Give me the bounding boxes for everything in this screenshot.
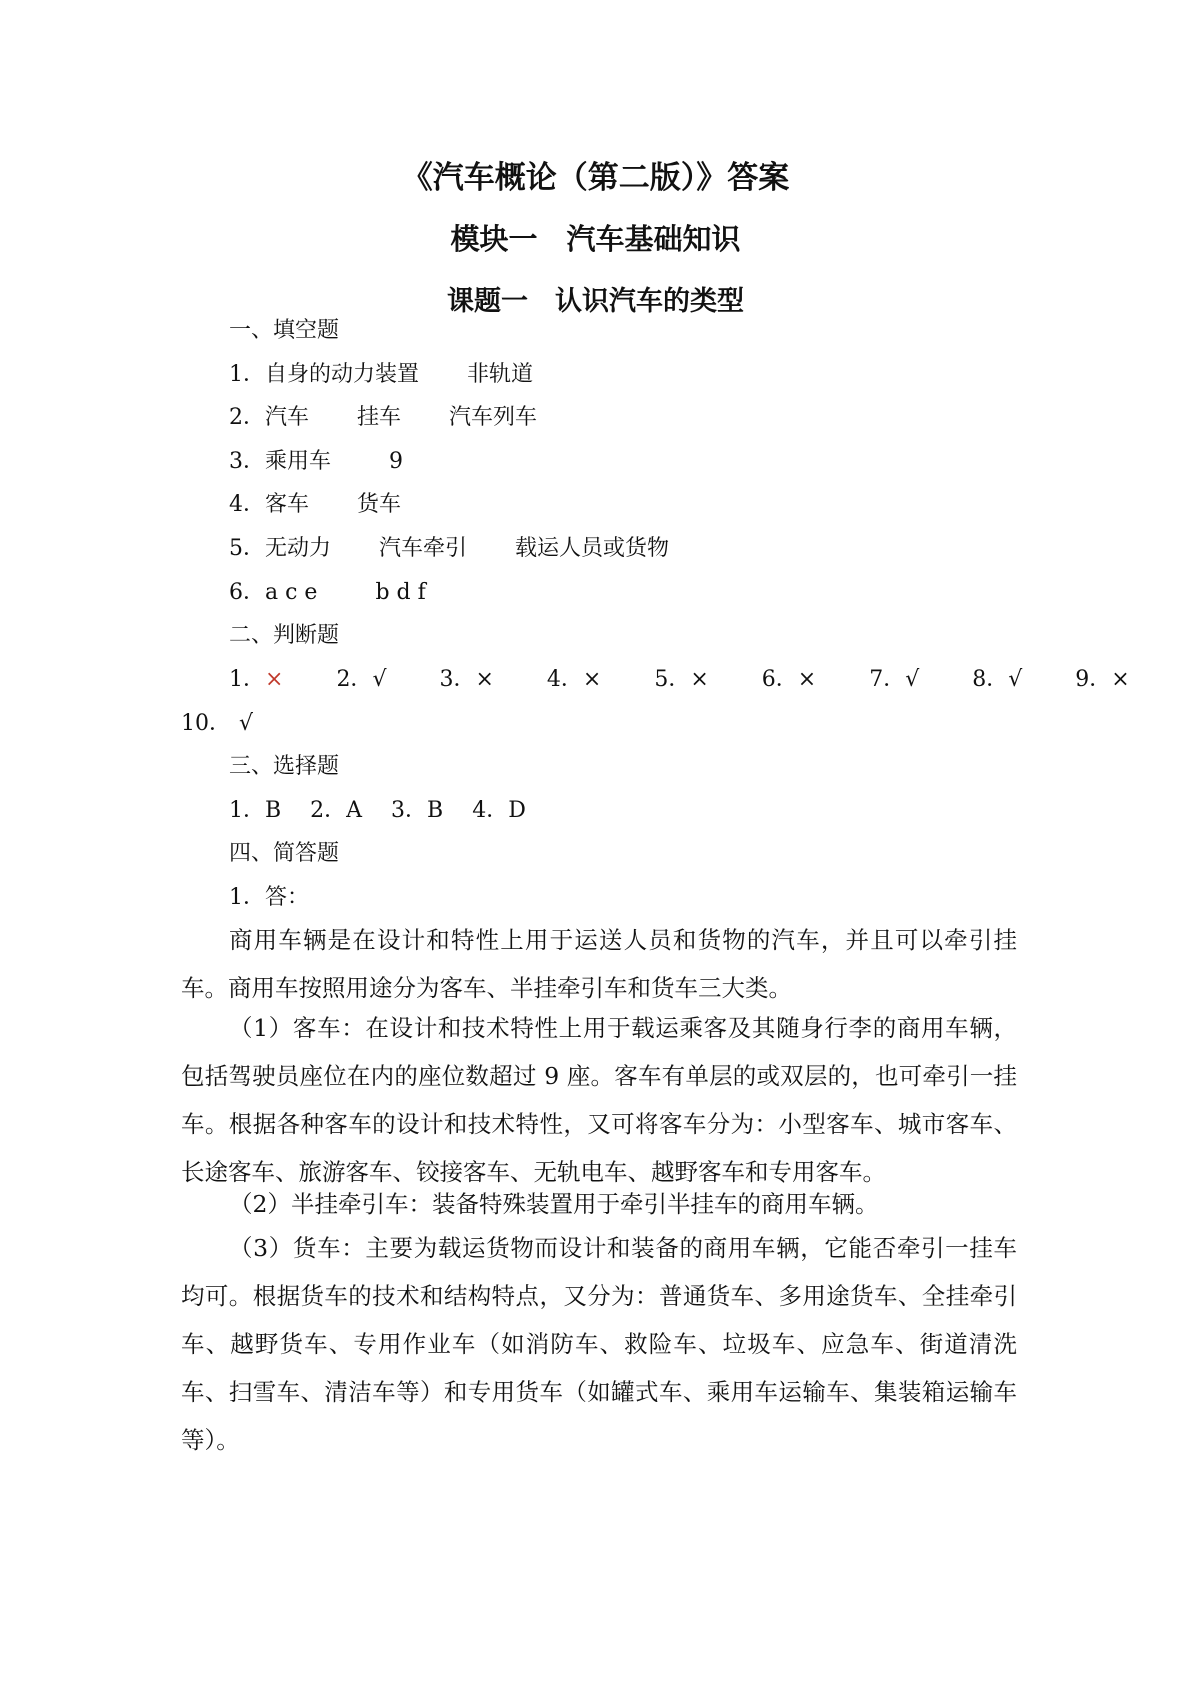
fill-blank-q1: 1．自身的动力装置 非轨道 [229, 362, 534, 387]
wrong-mark-icon: × [475, 667, 494, 692]
short-answer-q1-label: 1．答： [229, 885, 309, 910]
fill-blank-q5: 5．无动力 汽车牵引 载运人员或货物 [229, 536, 670, 561]
section-heading-short-answer: 四、简答题 [229, 841, 340, 866]
wrong-mark-icon: × [797, 667, 817, 692]
true-false-answers-row2: 10． √ [181, 711, 254, 736]
fill-blank-q4: 4．客车 货车 [229, 492, 402, 517]
wrong-mark-icon: × [265, 667, 284, 692]
check-mark-icon: √ [1008, 667, 1023, 692]
answer-paragraph-bus: （1）客车：在设计和技术特性上用于载运乘客及其随身行李的商用车辆，包括驾驶员座位在内的座位数超过 9 座。客车有单层的或双层的，也可牵引一挂车。根据各种客车的设计和技术特性，又可将客车分为：小型客车、城市客车、长途客车、旅游客车、铰接客车、无轨电车、越野客车和专用客车。 [181, 1014, 1017, 1186]
check-mark-icon: √ [239, 711, 254, 736]
answer-paragraph-truck: （3）货车：主要为载运货物而设计和装备的商用车辆，它能否牵引一挂车均可。根据货车的技术和结构特点，又分为：普通货车、多用途货车、全挂牵引车、越野货车、专用作业车（如消防车、救险车、垃圾车、应急车、街道清洗车、扫雪车、清洁车等）和专用货车（如罐式车、乘用车运输车、集装箱运输车等）。 [181, 1234, 1017, 1454]
document-title: 《汽车概论（第二版）》答案 [401, 160, 790, 196]
check-mark-icon: √ [905, 667, 920, 692]
section-heading-fill-blank: 一、填空题 [229, 318, 340, 343]
check-mark-icon: √ [372, 667, 387, 692]
choice-answers: 1．B 2．A 3．B 4．D [229, 798, 526, 823]
section-heading-choice: 三、选择题 [229, 754, 340, 779]
wrong-mark-icon: × [582, 667, 602, 692]
fill-blank-q6: 6．a c e b d f [229, 580, 426, 605]
fill-blank-q3: 3．乘用车 9 [229, 449, 404, 474]
true-false-answers-row1: 1．× 2．√ 3．× 4．× 5．× 6．× 7．√ 8．√ 9．× [229, 667, 1130, 692]
answer-paragraph-commercial-vehicle: 商用车辆是在设计和特性上用于运送人员和货物的汽车，并且可以牵引挂车。商用车按照用途分为客车、半挂牵引车和货车三大类。 [181, 926, 1017, 1002]
fill-blank-q2: 2．汽车 挂车 汽车列车 [229, 405, 538, 430]
answer-paragraph-semi-trailer-tractor: （2）半挂牵引车：装备特殊装置用于牵引半挂车的商用车辆。 [229, 1190, 879, 1218]
wrong-mark-icon: × [1111, 667, 1130, 692]
section-heading-true-false: 二、判断题 [229, 623, 340, 648]
wrong-mark-icon: × [690, 667, 709, 692]
topic-heading: 课题一 认识汽车的类型 [447, 286, 744, 317]
module-heading: 模块一 汽车基础知识 [450, 222, 741, 256]
